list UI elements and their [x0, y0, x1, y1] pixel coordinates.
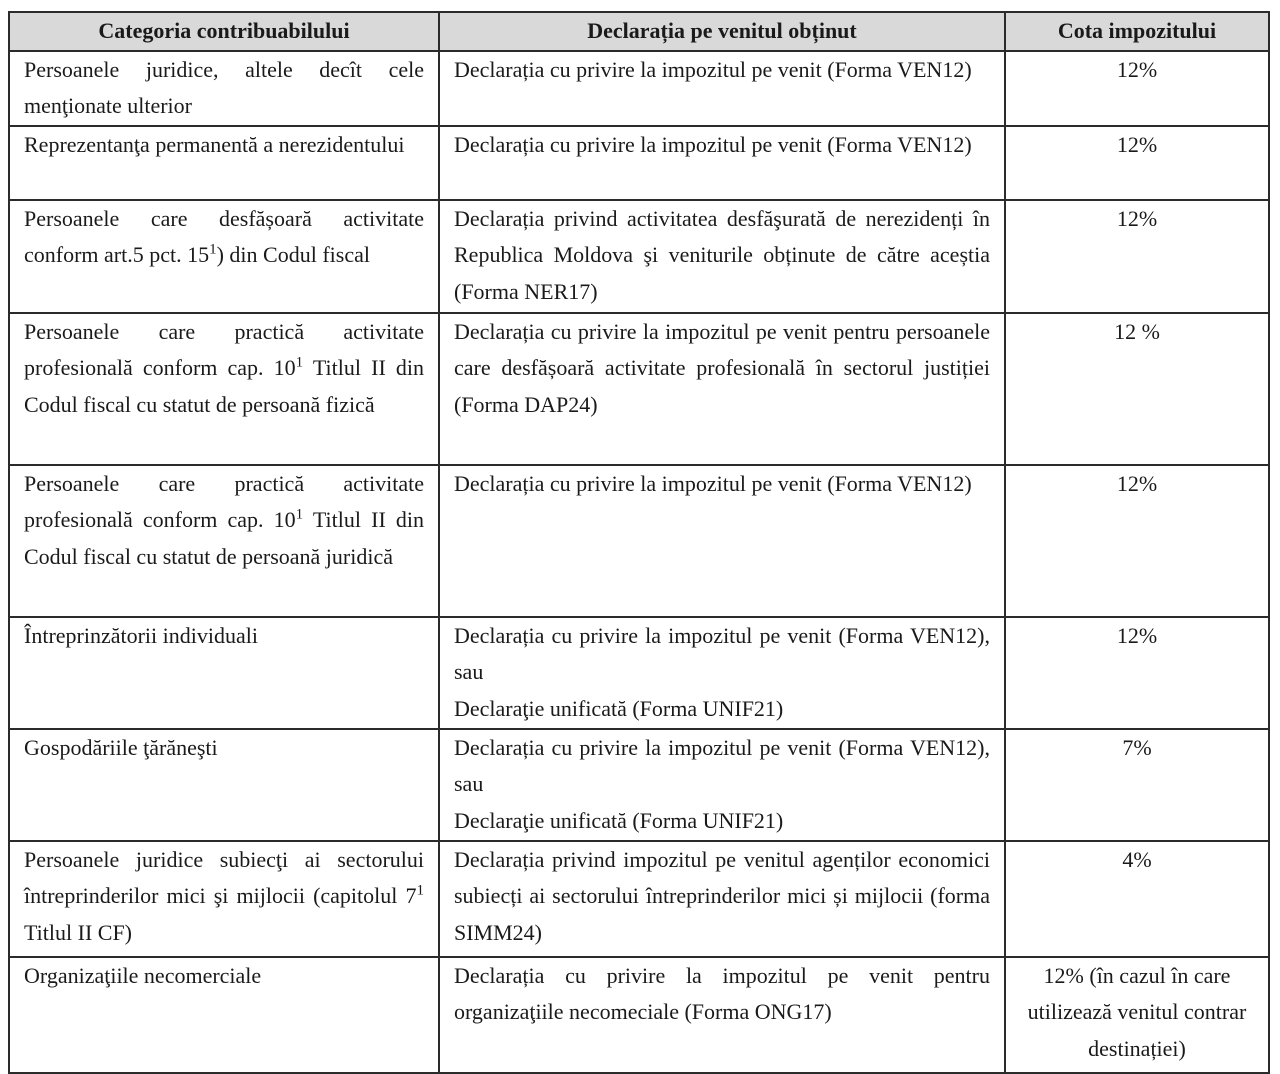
declaration-cell — [439, 200, 1005, 313]
declaration-cell — [439, 313, 1005, 465]
declaration-line: Declarația cu privire la impozitul pe venit (Forma VEN12), sau — [454, 734, 990, 796]
category-cell — [9, 841, 439, 957]
declaration-line: Declarația cu privire la impozitul pe venit pentru persoanele care desfășoară activitate profesională în sectorul justiției (Forma DAP24) — [454, 318, 990, 417]
table-header-row — [9, 12, 1269, 51]
rate-cell: 12% (în cazul în care utilizează venitul contrar destinației) — [1005, 957, 1269, 1073]
declaration-cell — [439, 957, 1005, 1073]
declaration-line: Declarația cu privire la impozitul pe venit (Forma VEN12) — [454, 56, 972, 82]
superscript: 1 — [295, 354, 304, 371]
rate-cell: 7% — [1005, 729, 1269, 841]
table-row — [9, 200, 1269, 313]
category-cell — [9, 200, 439, 313]
declaration-line: Declaraţie unificată (Forma UNIF21) — [454, 807, 784, 833]
rate-cell: 12% — [1005, 200, 1269, 313]
declaration-cell — [439, 465, 1005, 617]
rate-cell: 12% — [1005, 126, 1269, 200]
table-row — [9, 957, 1269, 1073]
category-text: Persoanele care desfășoară activitate conform art.5 pct. 15 — [24, 205, 424, 267]
category-text: Gospodăriile ţărăneşti — [24, 734, 218, 760]
category-text: Întreprinzătorii individuali — [24, 622, 258, 648]
category-text: Persoanele juridice, altele decît cele menţionate ulterior — [24, 56, 424, 118]
category-text-continued: Titlul II CF) — [24, 919, 133, 945]
superscript: 1 — [416, 882, 424, 899]
table-row — [9, 313, 1269, 465]
category-cell — [9, 957, 439, 1073]
table-row — [9, 465, 1269, 617]
rate-cell: 12% — [1005, 617, 1269, 729]
category-text-continued: Titlul II din Codul fiscal cu statut de persoană juridică — [24, 507, 424, 569]
tax-rates-table — [8, 11, 1270, 1074]
table-row — [9, 841, 1269, 957]
table-row — [9, 126, 1269, 200]
header-category: Categoria contribuabilului — [9, 12, 439, 51]
category-cell — [9, 51, 439, 126]
superscript: 1 — [295, 506, 304, 523]
category-cell — [9, 126, 439, 200]
category-text: Reprezentanţa permanentă a nerezidentului — [24, 131, 405, 157]
declaration-line: Declarația cu privire la impozitul pe venit (Forma VEN12) — [454, 131, 972, 157]
header-rate: Cota impozitului — [1005, 12, 1269, 51]
header-declaration: Declarația pe venitul obținut — [439, 12, 1005, 51]
table-row — [9, 617, 1269, 729]
declaration-line: Declaraţie unificată (Forma UNIF21) — [454, 695, 784, 721]
declaration-line: Declarația privind impozitul pe venitul agenților economici subiecți ai sectorului întreprinderilor mici și mijlocii (forma SIMM24) — [454, 846, 990, 945]
table-row — [9, 51, 1269, 126]
declaration-cell — [439, 126, 1005, 200]
category-text: Organizaţiile necomerciale — [24, 962, 262, 988]
declaration-cell — [439, 729, 1005, 841]
category-text-continued: ) din Codul fiscal — [216, 242, 370, 267]
declaration-line: Declarația cu privire la impozitul pe venit (Forma VEN12) — [454, 470, 972, 496]
rate-cell: 12 % — [1005, 313, 1269, 465]
declaration-cell — [439, 617, 1005, 729]
declaration-line: Declarația privind activitatea desfăşurată de nerezidenți în Republica Moldova şi veniturile obținute de către aceștia (Forma NER17) — [454, 205, 990, 304]
declaration-line: Declarația cu privire la impozitul pe venit pentru organizaţiile necomeciale (Forma ONG17) — [454, 962, 990, 1024]
superscript: 1 — [209, 241, 217, 258]
rate-cell: 4% — [1005, 841, 1269, 957]
category-cell — [9, 729, 439, 841]
category-cell — [9, 617, 439, 729]
rate-cell: 12% — [1005, 51, 1269, 126]
category-cell — [9, 313, 439, 465]
category-text-continued: Titlul II din Codul fiscal cu statut de persoană fizică — [24, 355, 424, 417]
table-row — [9, 729, 1269, 841]
declaration-cell — [439, 841, 1005, 957]
category-text: Persoanele juridice subiecţi ai sectorului întreprinderilor mici şi mijlocii (capitolul 7 — [24, 846, 424, 908]
category-text: Persoanele care practică activitate profesională conform cap. 10 — [24, 470, 424, 532]
category-cell — [9, 465, 439, 617]
declaration-cell — [439, 51, 1005, 126]
rate-cell: 12% — [1005, 465, 1269, 617]
declaration-line: Declarația cu privire la impozitul pe venit (Forma VEN12), sau — [454, 622, 990, 684]
category-text: Persoanele care practică activitate profesională conform cap. 10 — [24, 318, 424, 380]
